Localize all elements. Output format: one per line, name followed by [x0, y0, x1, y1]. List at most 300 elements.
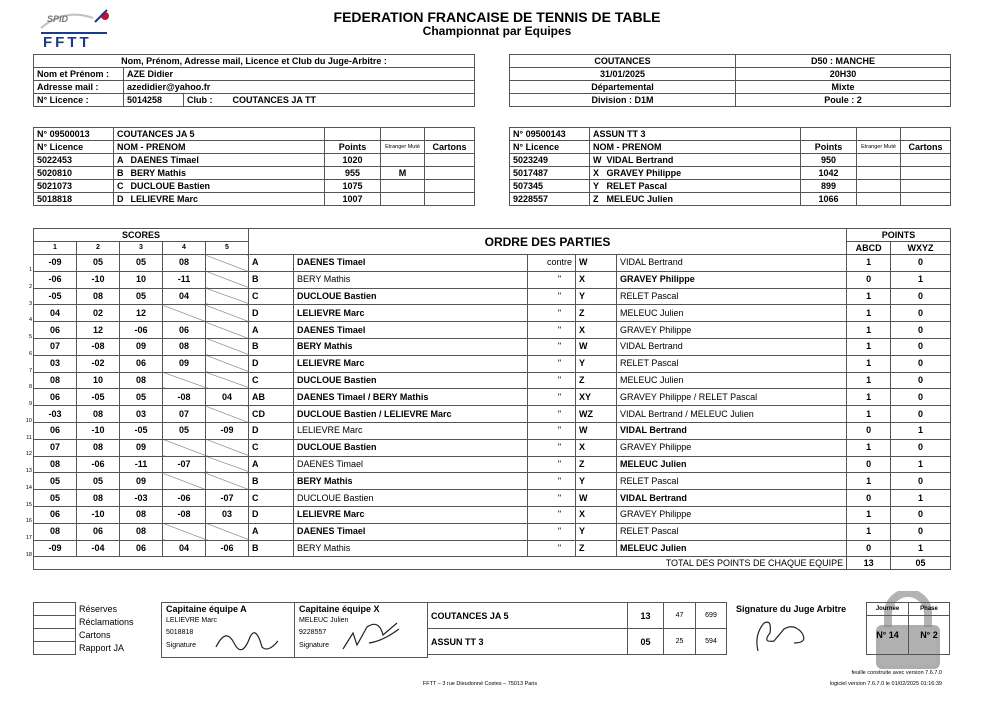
team-x-player-row [510, 193, 951, 206]
team-a-cards-header: Cartons [425, 141, 475, 154]
set-score: -09 [206, 422, 249, 439]
player-a-name: BERY Mathis [294, 473, 528, 490]
game-number: 15 [25, 501, 32, 508]
referee-mail-label: Adresse mail : [34, 81, 124, 94]
match-level: D50 : MANCHE [736, 55, 951, 68]
set-score: -06 [163, 490, 206, 507]
version-built: feuille construite avec version 7.6.7.0 [851, 670, 942, 676]
player-a-name: BERY Mathis [294, 540, 528, 557]
match-pool: Poule : 2 [736, 94, 951, 107]
versus-label: " [528, 523, 576, 540]
versus-label: " [528, 439, 576, 456]
player-licence: 5023249 [510, 154, 590, 167]
player-foreign [857, 180, 901, 193]
player-a-letter: C [249, 288, 294, 305]
day-phase-table [866, 602, 950, 655]
set-score: -10 [77, 271, 120, 288]
player-a-letter: D [249, 506, 294, 523]
player-points: 1075 [325, 180, 381, 193]
points-a: 1 [847, 439, 891, 456]
game-number: 6 [28, 350, 32, 357]
referee-signature [750, 615, 820, 657]
set-score: 07 [163, 406, 206, 423]
player-x-name: MELEUC Julien [617, 456, 847, 473]
match-venue: COUTANCES [510, 55, 736, 68]
set-score: -05 [77, 389, 120, 406]
player-a-name: DAENES Timael / BERY Mathis [294, 389, 528, 406]
points-x: 0 [891, 389, 951, 406]
captain-x-signature [339, 615, 419, 657]
game-row [34, 422, 951, 439]
total-x: 05 [891, 557, 951, 570]
game-row [34, 523, 951, 540]
player-cards [425, 154, 475, 167]
player-letter: C [114, 180, 128, 193]
game-number: 8 [28, 384, 32, 391]
points-x: 0 [891, 439, 951, 456]
player-licence: 5018818 [34, 193, 114, 206]
versus-label: " [528, 473, 576, 490]
set-score: 08 [163, 255, 206, 272]
logo-fftt-text: FFTT [43, 34, 92, 51]
game-number: 16 [25, 518, 32, 525]
set-score: -06 [77, 456, 120, 473]
player-x-name: VIDAL Bertrand [617, 422, 847, 439]
player-a-letter: C [249, 439, 294, 456]
player-letter: Y [590, 180, 604, 193]
player-foreign [857, 154, 901, 167]
captain-x-box [294, 602, 428, 658]
set-score: -03 [34, 406, 77, 423]
team-a-table [33, 127, 475, 206]
player-name: MELEUC Julien [604, 193, 801, 206]
player-a-name: DUCLOUE Bastien [294, 490, 528, 507]
points-a: 1 [847, 255, 891, 272]
checkbox[interactable] [34, 629, 76, 642]
team-x-points-header: Points [801, 141, 857, 154]
player-x-name: VIDAL Bertrand / MELEUC Julien [617, 406, 847, 423]
set-score: 04 [206, 389, 249, 406]
points-a: 0 [847, 456, 891, 473]
captain-a-box [161, 602, 295, 658]
points-a: 1 [847, 288, 891, 305]
set-score: 08 [34, 372, 77, 389]
player-cards [901, 180, 951, 193]
set-4-header: 4 [163, 242, 206, 255]
set-score [206, 406, 249, 423]
game-row [34, 338, 951, 355]
set-score: -02 [77, 355, 120, 372]
player-a-letter: D [249, 305, 294, 322]
match-gender: Mixte [736, 81, 951, 94]
player-x-letter: Z [576, 372, 617, 389]
side-a-header: ABCD [847, 242, 891, 255]
set-score: 08 [120, 506, 163, 523]
checkbox[interactable] [34, 603, 76, 616]
set-score: -06 [34, 271, 77, 288]
referee-heading: Nom, Prénom, Adresse mail, Licence et Club du Juge-Arbitre : [34, 55, 475, 68]
team-x-cards-header: Cartons [901, 141, 951, 154]
player-a-name: LELIEVRE Marc [294, 422, 528, 439]
game-number: 18 [25, 551, 32, 558]
team-x-licence-header: N° Licence [510, 141, 590, 154]
checkbox[interactable] [34, 616, 76, 629]
points-header: POINTS [847, 229, 951, 242]
set-score [163, 473, 206, 490]
player-name: BERY Mathis [128, 167, 325, 180]
referee-table [33, 54, 475, 107]
points-a: 0 [847, 422, 891, 439]
points-a: 1 [847, 473, 891, 490]
player-x-letter: Z [576, 305, 617, 322]
player-foreign [381, 193, 425, 206]
set-score [206, 305, 249, 322]
game-row [34, 389, 951, 406]
points-x: 0 [891, 305, 951, 322]
points-a: 1 [847, 322, 891, 339]
player-x-letter: Z [576, 540, 617, 557]
game-number: 11 [26, 434, 32, 441]
set-score [206, 322, 249, 339]
player-name: RELET Pascal [604, 180, 801, 193]
points-a: 0 [847, 271, 891, 288]
player-x-letter: W [576, 255, 617, 272]
set-score: 05 [34, 473, 77, 490]
player-a-name: DAENES Timael [294, 255, 528, 272]
captain-x-label: Capitaine équipe X [299, 604, 380, 614]
player-x-letter: WZ [576, 406, 617, 423]
set-score: -04 [77, 540, 120, 557]
referee-licence-label: N° Licence : [34, 94, 124, 107]
points-x: 1 [891, 540, 951, 557]
player-x-name: RELET Pascal [617, 288, 847, 305]
player-foreign: M [381, 167, 425, 180]
captain-x-name: MELEUC Julien [299, 617, 349, 624]
set-score: 10 [77, 372, 120, 389]
set-score [206, 271, 249, 288]
match-time: 20H30 [736, 68, 951, 81]
player-x-name: VIDAL Bertrand [617, 255, 847, 272]
set-score: 05 [120, 389, 163, 406]
player-a-name: DAENES Timael [294, 456, 528, 473]
captain-a-licence: 5018818 [166, 629, 194, 636]
set-score: -07 [206, 490, 249, 507]
game-number: 3 [28, 300, 32, 307]
player-x-letter: XY [576, 389, 617, 406]
player-a-letter: D [249, 355, 294, 372]
player-a-letter: A [249, 255, 294, 272]
versus-label: " [528, 338, 576, 355]
set-score: 05 [163, 422, 206, 439]
game-row [34, 540, 951, 557]
team-x-name-header: NOM - PRENOM [590, 141, 801, 154]
player-points: 950 [801, 154, 857, 167]
set-score: -09 [34, 540, 77, 557]
player-a-name: DUCLOUE Bastien / LELIEVRE Marc [294, 406, 528, 423]
player-a-name: LELIEVRE Marc [294, 305, 528, 322]
player-x-name: MELEUC Julien [617, 540, 847, 557]
game-number: 10 [25, 417, 32, 424]
set-score: -05 [34, 288, 77, 305]
game-numbers [20, 262, 32, 564]
set-score: 09 [120, 439, 163, 456]
page-subtitle: Championnat par Equipes [422, 24, 572, 38]
player-x-name: GRAVEY Philippe / RELET Pascal [617, 389, 847, 406]
player-points: 955 [325, 167, 381, 180]
team-a-points-header: Points [325, 141, 381, 154]
player-points: 1042 [801, 167, 857, 180]
points-x: 1 [891, 490, 951, 507]
team-x-player-row [510, 154, 951, 167]
versus-label: contre [528, 255, 576, 272]
set-score: -10 [77, 506, 120, 523]
game-row [34, 288, 951, 305]
match-division: Division : D1M [510, 94, 736, 107]
checkbox[interactable] [34, 642, 76, 655]
team-a-licence-header: N° Licence [34, 141, 114, 154]
player-x-name: VIDAL Bertrand [617, 338, 847, 355]
team-x-table [509, 127, 951, 206]
game-row [34, 456, 951, 473]
match-info-table [509, 54, 951, 107]
player-letter: X [590, 167, 604, 180]
game-row [34, 506, 951, 523]
order-header: ORDRE DES PARTIES [249, 229, 847, 255]
captain-x-signature-label: Signature [299, 642, 329, 649]
set-score: -08 [163, 506, 206, 523]
versus-label: " [528, 389, 576, 406]
set-score [163, 372, 206, 389]
set-score: 07 [34, 338, 77, 355]
team-a-name-header: NOM - PRENOM [114, 141, 325, 154]
versus-label: " [528, 422, 576, 439]
set-score: 06 [34, 506, 77, 523]
set-score: -07 [163, 456, 206, 473]
set-score: 07 [34, 439, 77, 456]
player-a-letter: D [249, 422, 294, 439]
points-x: 1 [891, 422, 951, 439]
set-score [163, 439, 206, 456]
set-score: 06 [34, 422, 77, 439]
points-a: 1 [847, 305, 891, 322]
logo-spid-text: SPID [47, 14, 69, 24]
player-x-name: GRAVEY Philippe [617, 322, 847, 339]
points-x: 1 [891, 271, 951, 288]
player-cards [901, 154, 951, 167]
team-a-foreign-header: Etranger Muté [381, 141, 425, 154]
set-score: 03 [206, 506, 249, 523]
game-row [34, 355, 951, 372]
player-name: DUCLOUE Bastien [128, 180, 325, 193]
set-score: -05 [120, 422, 163, 439]
set-score: 06 [34, 322, 77, 339]
games-table [33, 228, 951, 570]
player-foreign [857, 193, 901, 206]
team-a-player-row [34, 193, 475, 206]
versus-label: " [528, 406, 576, 423]
player-x-letter: W [576, 338, 617, 355]
team-x-number: N° 09500143 [510, 128, 590, 141]
player-cards [901, 167, 951, 180]
player-x-letter: Y [576, 473, 617, 490]
player-a-name: BERY Mathis [294, 338, 528, 355]
referee-name-label: Nom et Prénom : [34, 68, 124, 81]
set-score [163, 523, 206, 540]
set-score [206, 355, 249, 372]
set-score: 08 [120, 372, 163, 389]
player-a-name: DUCLOUE Bastien [294, 288, 528, 305]
set-score: 08 [163, 338, 206, 355]
player-a-letter: C [249, 490, 294, 507]
player-a-letter: B [249, 540, 294, 557]
player-x-letter: X [576, 322, 617, 339]
versus-label: " [528, 372, 576, 389]
player-letter: W [590, 154, 604, 167]
summary-row [428, 603, 727, 629]
player-a-letter: A [249, 523, 294, 540]
game-number: 5 [28, 334, 32, 340]
set-score: 05 [120, 288, 163, 305]
set-score: 03 [120, 406, 163, 423]
summary-balls: 699 [696, 603, 727, 629]
versus-label: " [528, 288, 576, 305]
set-score [206, 255, 249, 272]
player-name: LELIEVRE Marc [128, 193, 325, 206]
summary-points: 05 [628, 629, 664, 655]
player-x-letter: X [576, 271, 617, 288]
team-a-player-row [34, 167, 475, 180]
points-a: 1 [847, 523, 891, 540]
set-score: 06 [120, 540, 163, 557]
set-score: 12 [77, 322, 120, 339]
game-number: 17 [25, 535, 32, 541]
set-score: -10 [77, 422, 120, 439]
player-points: 1007 [325, 193, 381, 206]
checklist-label: Réserves [79, 604, 118, 614]
set-score [206, 473, 249, 490]
points-x: 0 [891, 506, 951, 523]
points-a: 0 [847, 540, 891, 557]
set-score: 06 [77, 523, 120, 540]
versus-label: " [528, 322, 576, 339]
versus-label: " [528, 540, 576, 557]
player-letter: Z [590, 193, 604, 206]
player-a-letter: A [249, 322, 294, 339]
versus-label: " [528, 490, 576, 507]
set-score: -06 [206, 540, 249, 557]
summary-table [427, 602, 727, 655]
set-1-header: 1 [34, 242, 77, 255]
set-2-header: 2 [77, 242, 120, 255]
set-5-header: 5 [206, 242, 249, 255]
team-x-player-row [510, 180, 951, 193]
total-a: 13 [847, 557, 891, 570]
total-label: TOTAL DES POINTS DE CHAQUE EQUIPE [34, 557, 847, 570]
captain-a-signature [212, 617, 282, 657]
set-score [206, 439, 249, 456]
set-score: 04 [163, 540, 206, 557]
player-x-name: RELET Pascal [617, 355, 847, 372]
team-x-player-row [510, 167, 951, 180]
set-score: 09 [120, 338, 163, 355]
captain-x-licence: 9228557 [299, 629, 327, 636]
set-score: 03 [34, 355, 77, 372]
set-score: 05 [77, 255, 120, 272]
checklist-label: Rapport JA [79, 643, 125, 653]
game-row [34, 406, 951, 423]
team-a-player-row [34, 154, 475, 167]
set-score: 08 [77, 406, 120, 423]
points-x: 0 [891, 406, 951, 423]
set-score: 09 [120, 473, 163, 490]
player-name: VIDAL Bertrand [604, 154, 801, 167]
referee-mail: azedidier@yahoo.fr [124, 81, 475, 94]
match-scope: Départemental [510, 81, 736, 94]
set-score: -06 [120, 322, 163, 339]
match-date: 31/01/2025 [510, 68, 736, 81]
team-a-number: N° 09500013 [34, 128, 114, 141]
game-number: 12 [25, 451, 32, 458]
player-a-name: LELIEVRE Marc [294, 355, 528, 372]
phase-value: N° 2 [909, 616, 950, 655]
player-x-letter: Z [576, 456, 617, 473]
day-value: N° 14 [867, 616, 909, 655]
game-row [34, 372, 951, 389]
set-score: -03 [120, 490, 163, 507]
player-foreign [381, 180, 425, 193]
team-x-foreign-header: Etranger Muté [857, 141, 901, 154]
team-x-name: ASSUN TT 3 [590, 128, 801, 141]
points-x: 0 [891, 355, 951, 372]
player-x-letter: W [576, 490, 617, 507]
versus-label: " [528, 456, 576, 473]
game-row [34, 305, 951, 322]
player-x-name: RELET Pascal [617, 523, 847, 540]
set-score: 06 [163, 322, 206, 339]
set-score [206, 523, 249, 540]
player-x-name: MELEUC Julien [617, 372, 847, 389]
summary-balls: 594 [696, 629, 727, 655]
game-row [34, 439, 951, 456]
referee-signature-label: Signature du Juge Arbitre [736, 604, 847, 614]
referee-licence: 5014258 [124, 94, 184, 107]
player-licence: 507345 [510, 180, 590, 193]
game-number: 9 [28, 401, 32, 407]
summary-team: COUTANCES JA 5 [428, 603, 628, 629]
player-licence: 5020810 [34, 167, 114, 180]
points-a: 1 [847, 506, 891, 523]
player-x-name: GRAVEY Philippe [617, 439, 847, 456]
versus-label: " [528, 271, 576, 288]
captain-a-label: Capitaine équipe A [166, 604, 247, 614]
set-score: 10 [120, 271, 163, 288]
set-score: 05 [120, 255, 163, 272]
summary-sets: 47 [664, 603, 696, 629]
set-3-header: 3 [120, 242, 163, 255]
player-a-letter: AB [249, 389, 294, 406]
summary-team: ASSUN TT 3 [428, 629, 628, 655]
player-foreign [381, 154, 425, 167]
referee-club-label: Club : [184, 94, 230, 107]
points-x: 0 [891, 473, 951, 490]
game-row [34, 255, 951, 272]
referee-club: COUTANCES JA TT [230, 94, 475, 107]
player-x-name: GRAVEY Philippe [617, 271, 847, 288]
summary-sets: 25 [664, 629, 696, 655]
checklist-label: Cartons [79, 630, 111, 640]
software-version: logiciel version 7.6.7.0 le 01/02/2025 01:16:39 [829, 681, 942, 687]
points-a: 0 [847, 490, 891, 507]
